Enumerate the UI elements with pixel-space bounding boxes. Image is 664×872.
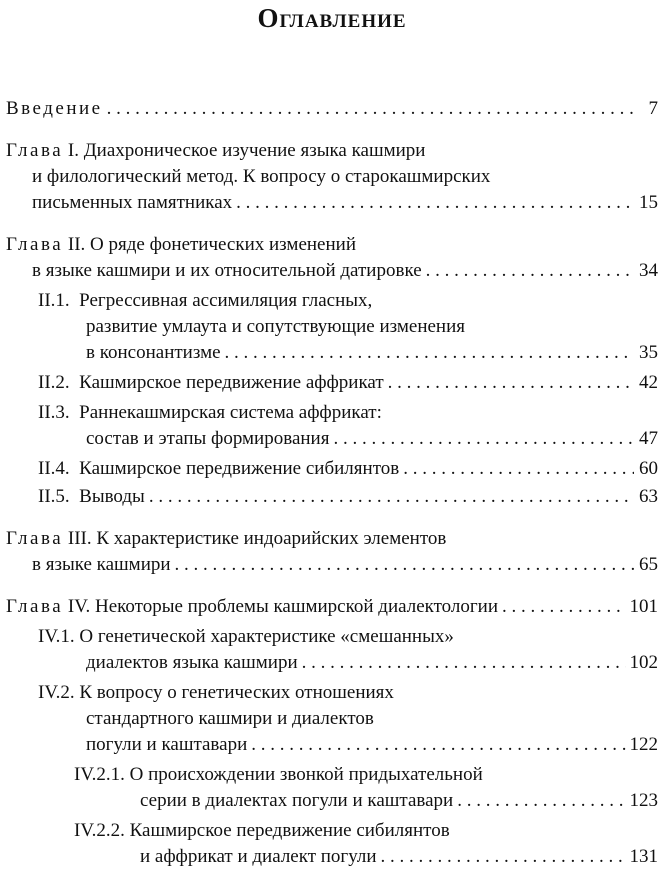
toc-entry-title-line: и филологический метод. К вопросу о старокашмирских (32, 166, 491, 187)
toc-entry-title: I. Диахроническое изучение языка кашмири (67, 140, 426, 161)
toc-entry-chapter-2[interactable] (6, 232, 658, 284)
toc-entry-title: К вопросу о генетических отношениях (79, 682, 394, 703)
leader-dots (225, 340, 634, 366)
page-number: 42 (639, 372, 658, 393)
page-number: 7 (648, 98, 658, 119)
toc-entry-section-4-2[interactable] (6, 680, 658, 758)
toc-entry-introduction[interactable] (6, 96, 658, 122)
toc-entry-title-line: стандартного кашмири и диалектов (86, 708, 374, 729)
page-number: 60 (639, 458, 658, 479)
leader-dots (175, 552, 634, 578)
leader-dots (333, 426, 634, 452)
page-number: 15 (639, 192, 658, 213)
toc-entry-section-2-1[interactable] (6, 288, 658, 366)
toc-entry-title-line: серии в диалектах погули и каштавари (140, 790, 454, 811)
leader-dots (381, 844, 626, 870)
page-number: 102 (629, 652, 658, 673)
toc-entry-title: IV. Некоторые проблемы кашмирской диалектологии (67, 596, 499, 617)
toc-entry-prefix: II.3. (38, 402, 70, 423)
toc-entry-title: Кашмирское передвижение сибилянтов (79, 458, 400, 479)
toc-entry-prefix: IV.2.2. (74, 820, 125, 841)
leader-dots (251, 732, 625, 758)
toc-entry-prefix: Глава (6, 596, 64, 617)
toc-entry-title: III. К характеристике индоарийских элементов (67, 528, 447, 549)
toc-entry-prefix: II.1. (38, 290, 70, 311)
leader-dots (302, 650, 626, 676)
leader-dots (502, 594, 625, 620)
leader-dots (426, 258, 634, 284)
toc-entry-title-line: в консонантизме (86, 342, 221, 363)
toc-entry-prefix: IV.2. (38, 682, 75, 703)
toc-entry-title-line: и аффрикат и диалект погули (140, 846, 377, 867)
page-number: 122 (629, 734, 658, 755)
toc-entry-prefix: Глава (6, 528, 64, 549)
toc-entry-title-line: диалектов языка кашмири (86, 652, 298, 673)
toc-entry-title: II. О ряде фонетических изменений (67, 234, 356, 255)
toc-entry-prefix: IV.2.1. (74, 764, 125, 785)
toc-entry-title: Регрессивная ассимиляция гласных, (79, 290, 373, 311)
toc-entry-title-line: письменных памятниках (32, 192, 233, 213)
page-number: 47 (639, 428, 658, 449)
toc-entry-chapter-4[interactable] (6, 594, 658, 620)
leader-dots (107, 96, 634, 122)
toc-entry-title: Кашмирское передвижение аффрикат (79, 372, 384, 393)
leader-dots (236, 190, 634, 216)
toc-entry-section-2-3[interactable] (6, 400, 658, 452)
toc-entry-section-4-2-2[interactable] (6, 818, 658, 870)
toc-entry-chapter-1[interactable] (6, 138, 658, 216)
toc-entry-title: Введение (6, 98, 103, 119)
leader-dots (149, 484, 634, 510)
page-number: 131 (629, 846, 658, 867)
toc-entry-prefix: Глава (6, 140, 64, 161)
toc-entry-section-4-2-1[interactable] (6, 762, 658, 814)
toc-entry-title-line: погули и каштавари (86, 734, 248, 755)
page-number: 123 (629, 790, 658, 811)
toc-entry-section-4-1[interactable] (6, 624, 658, 676)
toc-entry-title: О происхождении звонкой придыхательной (129, 764, 483, 785)
leader-dots (403, 456, 634, 482)
toc-entry-prefix: II.4. (38, 458, 70, 479)
toc-entry-section-2-4[interactable] (6, 456, 658, 482)
page-title: Оглавление (257, 3, 407, 33)
toc-entry-prefix: IV.1. (38, 626, 75, 647)
toc-entry-section-2-5[interactable] (6, 484, 658, 510)
table-of-contents (6, 96, 658, 870)
toc-entry-title: Выводы (79, 486, 145, 507)
toc-entry-chapter-3[interactable] (6, 526, 658, 578)
toc-entry-prefix: II.2. (38, 372, 70, 393)
leader-dots (457, 788, 625, 814)
toc-entry-title-line: развитие умлаута и сопутствующие изменения (86, 316, 465, 337)
toc-entry-title: О генетической характеристике «смешанных» (79, 626, 454, 647)
toc-entry-title-line: в языке кашмири (32, 554, 171, 575)
toc-entry-section-2-2[interactable] (6, 370, 658, 396)
toc-entry-prefix: II.5. (38, 486, 70, 507)
toc-entry-title-line: в языке кашмири и их относительной датировке (32, 260, 422, 281)
page-number: 65 (639, 554, 658, 575)
toc-entry-title-line: состав и этапы формирования (86, 428, 330, 449)
page-number: 35 (639, 342, 658, 363)
toc-entry-title: Кашмирское передвижение сибилянтов (129, 820, 450, 841)
page-number: 63 (639, 486, 658, 507)
toc-entry-title: Раннекашмирская система аффрикат: (79, 402, 382, 423)
leader-dots (388, 370, 634, 396)
toc-entry-prefix: Глава (6, 234, 64, 255)
page-number: 101 (629, 596, 658, 617)
page-number: 34 (639, 260, 658, 281)
